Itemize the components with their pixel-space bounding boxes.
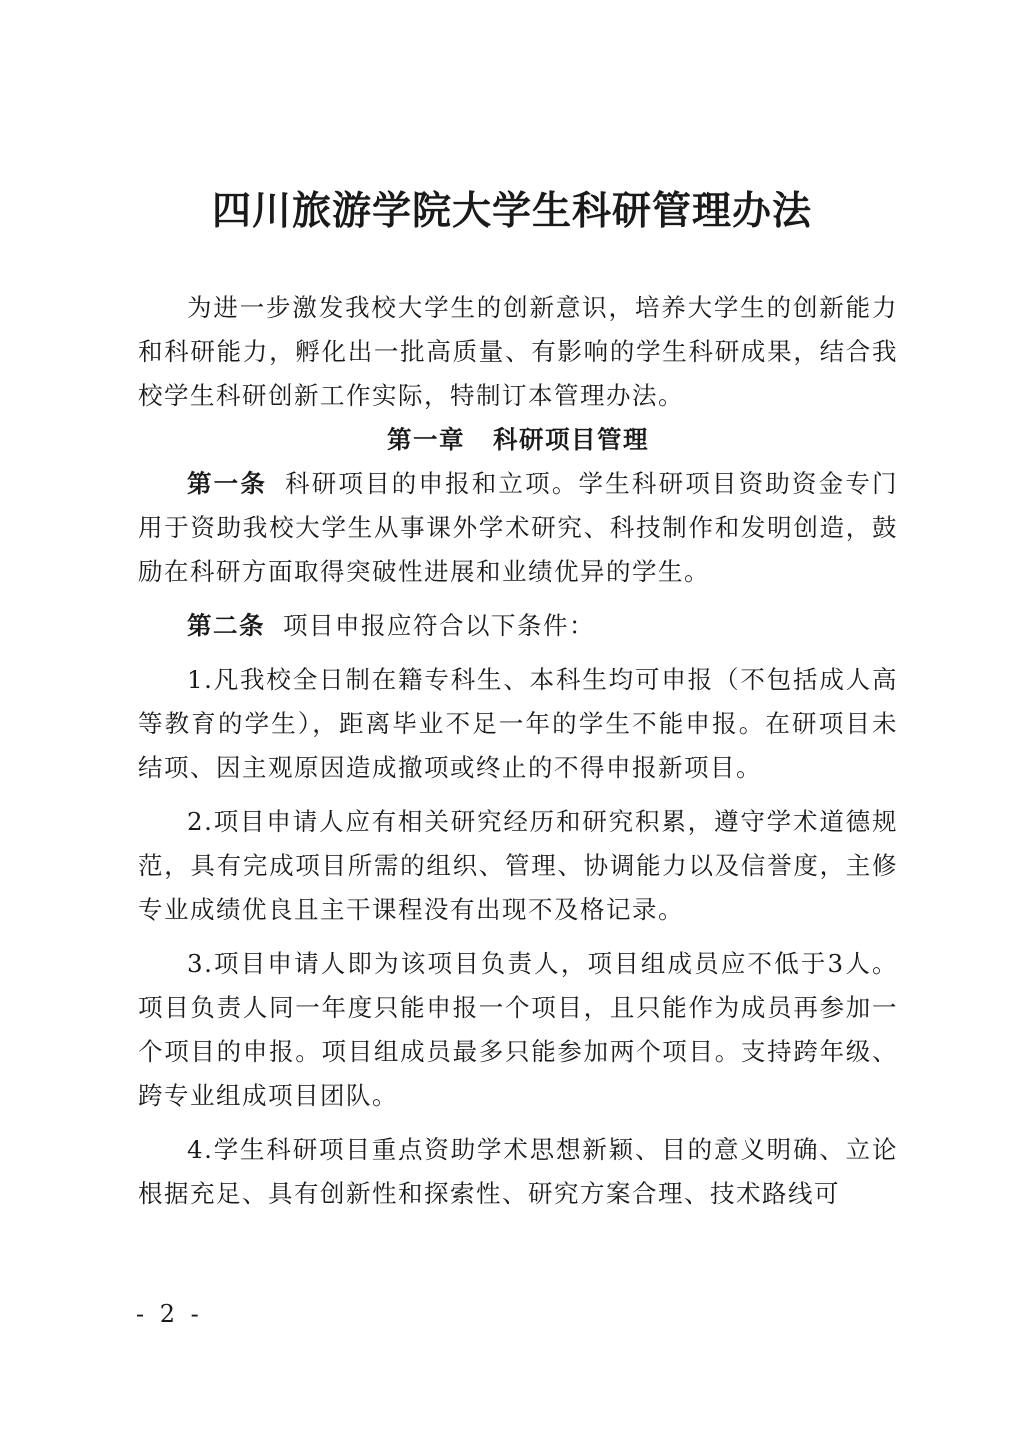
intro-paragraph: 为进一步激发我校大学生的创新意识，培养大学生的创新能力和科研能力，孵化出一批高质量、有影响的学生科研成果，结合我校学生科研创新工作实际，特制订本管理办法。	[138, 293, 898, 410]
article-1-text: 科研项目的申报和立项。学生科研项目资助资金专门用于资助我校大学生从事课外学术研究、科技制作和发明创造，鼓励在科研方面取得突破性进展和业绩优异的学生。	[138, 469, 899, 586]
article-2	[138, 604, 898, 648]
article-1	[138, 462, 898, 594]
page-number: - 2 -	[136, 1300, 203, 1328]
list-item-3: 3.项目申请人即为该项目负责人，项目组成员应不低于3人。项目负责人同一年度只能申报一个项目，且只能作为成员再参加一个项目的申报。项目组成员最多只能参加两个项目。支持跨年级、跨专业组成项目团队。	[138, 949, 898, 1110]
document-title: 四川旅游学院大学生科研管理办法	[211, 188, 812, 234]
article-1-label: 第一条	[187, 469, 268, 498]
article-2-label: 第二条	[187, 611, 265, 640]
list-item-1: 1.凡我校全日制在籍专科生、本科生均可申报（不包括成人高等教育的学生），距离毕业不足一年的学生不能申报。在研项目未结项、因主观原因造成撤项或终止的不得申报新项目。	[138, 665, 898, 782]
list-item-4: 4.学生科研项目重点资助学术思想新颖、目的意义明确、立论根据充足、具有创新性和探索性、研究方案合理、技术路线可	[138, 1135, 898, 1208]
article-2-text: 项目申报应符合以下条件：	[283, 611, 595, 640]
list-item-2: 2.项目申请人应有相关研究经历和研究积累，遵守学术道德规范，具有完成项目所需的组织、管理、协调能力以及信誉度，主修专业成绩优良且主干课程没有出现不及格记录。	[138, 807, 898, 924]
chapter-number: 第一章	[387, 425, 465, 454]
document-body	[138, 286, 898, 1216]
chapter-heading	[138, 418, 898, 462]
chapter-title: 科研项目管理	[493, 425, 649, 454]
